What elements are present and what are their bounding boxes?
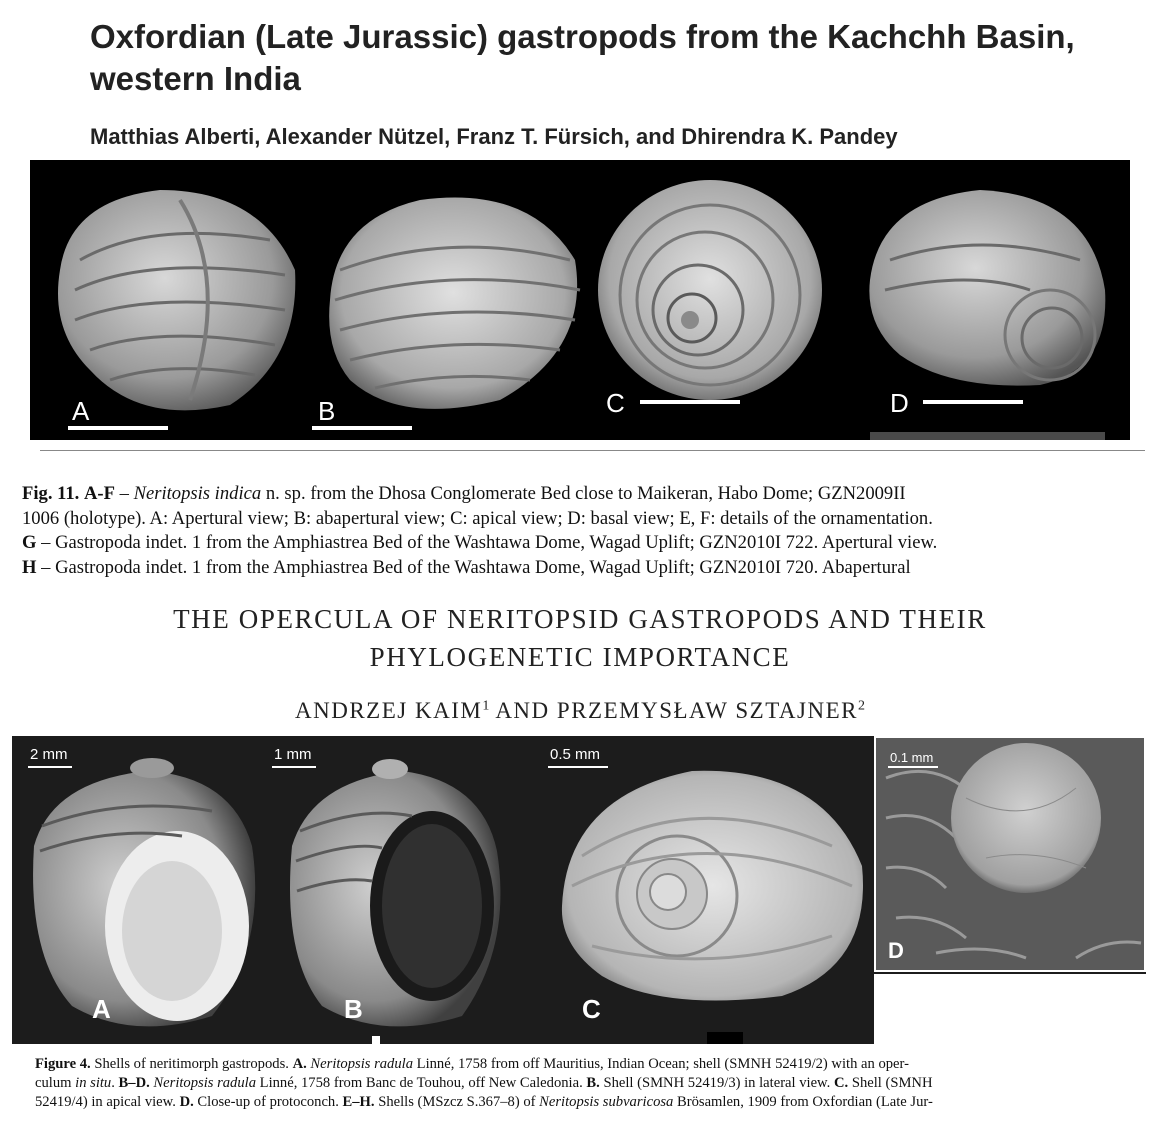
- paper2-author2-affil: 2: [857, 698, 865, 714]
- plate2-scale-b-text: 1 mm: [274, 746, 312, 763]
- caption2-label-eh: E–H.: [342, 1094, 375, 1110]
- plate2-scale-d-text: 0.1 mm: [890, 750, 934, 765]
- caption2-text: 52419/4) in apical view.: [35, 1094, 176, 1110]
- caption2-text: Linné, 1758 from off Mauritius, Indian Ocean; shell (SMNH 52419/2) with an oper-: [416, 1056, 909, 1072]
- paper2-authors-and: AND: [495, 698, 550, 723]
- plate1-scalebar-c: [640, 400, 740, 404]
- caption2-taxon: Neritopsis radula: [153, 1075, 256, 1091]
- paper2-title-line2: PHYLOGENETIC IMPORTANCE: [369, 642, 791, 672]
- section-divider: [40, 450, 1145, 451]
- paper1-authors: Matthias Alberti, Alexander Nützel, Franz T. Fürsich, and Dhirendra K. Pandey: [90, 124, 898, 149]
- paper2-author2: PRZEMYSŁAW SZTAJNER: [556, 698, 858, 723]
- caption2-taxon: Neritopsis radula: [310, 1056, 413, 1072]
- plate1-scalebar-b: [312, 426, 412, 430]
- shell-b-image: [329, 198, 580, 409]
- plate2-scale-a-bar: [28, 766, 72, 768]
- plate2-label-a: A: [92, 994, 111, 1024]
- plate2-scale-c-text: 0.5 mm: [550, 746, 601, 763]
- caption1-line1-text: n. sp. from the Dhosa Conglomerate Bed close to Maikeran, Habo Dome; GZN2009II: [265, 483, 906, 504]
- paper2-author1: ANDRZEJ KAIM: [295, 698, 483, 723]
- caption2-text: Shell (SMNH 52419/3) in lateral view.: [603, 1075, 831, 1091]
- caption1-range-label: A-F: [84, 483, 115, 504]
- caption1-taxon: Neritopsis indica: [133, 483, 262, 504]
- shell-radula-b-image: [290, 759, 500, 1026]
- plate1-label-a: A: [72, 396, 90, 426]
- plate2-label-d: D: [888, 938, 904, 963]
- plate2-scale-d-bar: [888, 766, 938, 768]
- paper2-authors: [0, 698, 1160, 724]
- caption2-text: Close-up of protoconch.: [197, 1094, 339, 1110]
- caption2-label-bd: B–D.: [118, 1075, 150, 1091]
- shell-c-image: [598, 180, 822, 400]
- paper2-title-line1: THE OPERCULA OF NERITOPSID GASTROPODS AND THEIR: [173, 604, 987, 634]
- protoconch-image: [876, 738, 1144, 970]
- caption2-line1: [35, 1055, 1130, 1074]
- caption2-italic: in situ: [75, 1075, 112, 1091]
- shell-radula-a-image: [33, 758, 255, 1026]
- paper2-title: [0, 600, 1160, 676]
- caption1-line1: Fig. 11. A-F – Neritopsis indica n. sp. from the Dhosa Conglomerate Bed close to Maikeran, Habo Dome; GZN2009II: [22, 483, 906, 504]
- caption2-text: Shells (MSzcz S.367–8) of: [378, 1094, 536, 1110]
- plate1-label-d: D: [890, 388, 909, 418]
- caption1-line4: [22, 556, 1147, 581]
- caption2-line2: [35, 1074, 1130, 1093]
- caption1-line3: [22, 531, 1147, 556]
- caption2-fig-label: Figure 4.: [35, 1056, 91, 1072]
- paper2-caption: [35, 1055, 1130, 1112]
- caption2-taxon: Neritopsis subvaricosa: [539, 1094, 674, 1110]
- plate2-mark-black: [707, 1032, 743, 1044]
- caption2-text: Shells of neritimorph gastropods.: [94, 1056, 289, 1072]
- paper1-title-line2: western India: [90, 60, 301, 97]
- caption2-label-c: C.: [833, 1075, 849, 1091]
- caption1-h-label: H: [22, 556, 37, 578]
- plate1-figure: [30, 160, 1130, 440]
- caption2-line3: [35, 1093, 1130, 1112]
- caption2-text: .: [111, 1075, 115, 1091]
- plate2-scale-a-text: 2 mm: [30, 746, 68, 763]
- caption2-text: Linné, 1758 from Banc de Touhou, off New Caledonia.: [259, 1075, 583, 1091]
- paper2-author1-affil: 1: [482, 698, 490, 714]
- plate1-shells: [30, 160, 1130, 440]
- plate2-mark: [372, 1036, 380, 1044]
- caption2-label-d: D.: [179, 1094, 194, 1110]
- caption2-label-a: A.: [292, 1056, 307, 1072]
- plate1-partial-panel: [870, 432, 1105, 440]
- caption1-g-text: – Gastropoda indet. 1 from the Amphiastrea Bed of the Washtawa Dome, Wagad Uplift; GZN2010I 722. Apertural view.: [41, 532, 938, 553]
- plate1-label-c: C: [606, 388, 625, 418]
- caption2-text: Shell (SMNH: [851, 1075, 933, 1091]
- paper1-title-line1: Oxfordian (Late Jurassic) gastropods from the Kachchh Basin,: [90, 18, 1075, 55]
- caption1-h-text: – Gastropoda indet. 1 from the Amphiastrea Bed of the Washtawa Dome, Wagad Uplift; GZN2010I 720. Abapertural: [41, 556, 911, 578]
- paper1-caption: [22, 482, 1147, 580]
- plate2-scale-c-bar: [548, 766, 608, 768]
- plate2-scale-b-bar: [272, 766, 316, 768]
- shell-d-image: [869, 190, 1105, 386]
- plate1-scalebar-a: [68, 426, 168, 430]
- caption2-text: Brösamlen, 1909 from Oxfordian (Late Jur-: [677, 1094, 933, 1110]
- plate2-panel-d: [874, 736, 1146, 972]
- plate1-scalebar-d: [923, 400, 1023, 404]
- plate1-label-b: B: [318, 396, 336, 426]
- caption1-g-label: G: [22, 532, 37, 553]
- shell-a-image: [58, 190, 295, 410]
- caption1-fig-label: Fig. 11.: [22, 483, 80, 504]
- shell-radula-c-image: [562, 771, 863, 1001]
- caption2-label-b: B.: [586, 1075, 600, 1091]
- paper1-title: [90, 16, 1130, 100]
- caption2-text: culum: [35, 1075, 72, 1091]
- caption1-line2: 1006 (holotype). A: Apertural view; B: abapertural view; C: apical view; D: basal view; E, F: details of the ornamentation.: [22, 507, 933, 529]
- plate2-label-b: B: [344, 994, 363, 1024]
- plate2-label-c: C: [582, 994, 601, 1024]
- plate2-blank-area: [874, 974, 1146, 1044]
